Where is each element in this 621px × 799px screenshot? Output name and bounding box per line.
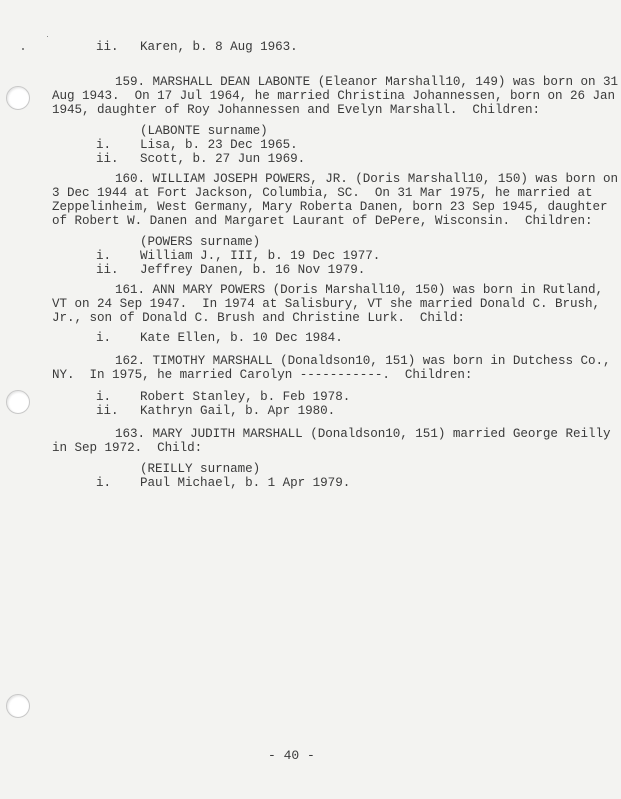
- paragraph-line: 162. TIMOTHY MARSHALL (Donaldson10, 151) was born in Dutchess Co.,: [115, 354, 611, 368]
- paragraph-line: 1945, daughter of Roy Johannessen and Evelyn Marshall. Children:: [52, 103, 540, 117]
- child-number: ii.: [96, 263, 119, 277]
- page-number: - 40 -: [268, 748, 315, 763]
- binder-hole: [6, 694, 30, 718]
- child-text: Paul Michael, b. 1 Apr 1979.: [140, 476, 351, 490]
- child-number: ii.: [96, 40, 119, 54]
- child-number: ii.: [96, 152, 119, 166]
- child-text: William J., III, b. 19 Dec 1977.: [140, 249, 381, 263]
- child-text: Kathryn Gail, b. Apr 1980.: [140, 404, 336, 418]
- paragraph-line: 161. ANN MARY POWERS (Doris Marshall10, 150) was born in Rutland,: [115, 283, 603, 297]
- child-number: i.: [96, 249, 112, 263]
- paragraph-line: Zeppelinheim, West Germany, Mary Roberta Danen, born 23 Sep 1945, daughter: [52, 200, 608, 214]
- paragraph-line: VT on 24 Sep 1947. In 1974 at Salisbury, VT she married Donald C. Brush,: [52, 297, 601, 311]
- paragraph-line: 159. MARSHALL DEAN LABONTE (Eleanor Marshall10, 149) was born on 31: [115, 75, 619, 89]
- paragraph-line: NY. In 1975, he married Carolyn -----------. Children:: [52, 368, 473, 382]
- surname-heading: (POWERS surname): [140, 235, 261, 249]
- child-text: Jeffrey Danen, b. 16 Nov 1979.: [140, 263, 366, 277]
- child-text: Robert Stanley, b. Feb 1978.: [140, 390, 351, 404]
- child-number: ii.: [96, 404, 119, 418]
- speck-mark: [22, 48, 24, 50]
- child-number: i.: [96, 476, 112, 490]
- child-text: Lisa, b. 23 Dec 1965.: [140, 138, 298, 152]
- child-number: i.: [96, 390, 112, 404]
- child-number: i.: [96, 138, 112, 152]
- paragraph-line: 3 Dec 1944 at Fort Jackson, Columbia, SC. On 31 Mar 1975, he married at: [52, 186, 593, 200]
- binder-hole: [6, 86, 30, 110]
- speck-mark: [47, 36, 48, 37]
- paragraph-line: 160. WILLIAM JOSEPH POWERS, JR. (Doris Marshall10, 150) was born on: [115, 172, 619, 186]
- child-text: Scott, b. 27 Jun 1969.: [140, 152, 306, 166]
- paragraph-line: 163. MARY JUDITH MARSHALL (Donaldson10, 151) married George Reilly: [115, 427, 611, 441]
- paragraph-line: of Robert W. Danen and Margaret Laurant of DePere, Wisconsin. Children:: [52, 214, 593, 228]
- child-number: i.: [96, 331, 112, 345]
- child-text: Karen, b. 8 Aug 1963.: [140, 40, 298, 54]
- paragraph-line: in Sep 1972. Child:: [52, 441, 203, 455]
- binder-hole: [6, 390, 30, 414]
- paragraph-line: Jr., son of Donald C. Brush and Christine Lurk. Child:: [52, 311, 465, 325]
- paragraph-line: Aug 1943. On 17 Jul 1964, he married Christina Johannessen, born on 26 Jan: [52, 89, 616, 103]
- surname-heading: (REILLY surname): [140, 462, 261, 476]
- child-text: Kate Ellen, b. 10 Dec 1984.: [140, 331, 343, 345]
- surname-heading: (LABONTE surname): [140, 124, 268, 138]
